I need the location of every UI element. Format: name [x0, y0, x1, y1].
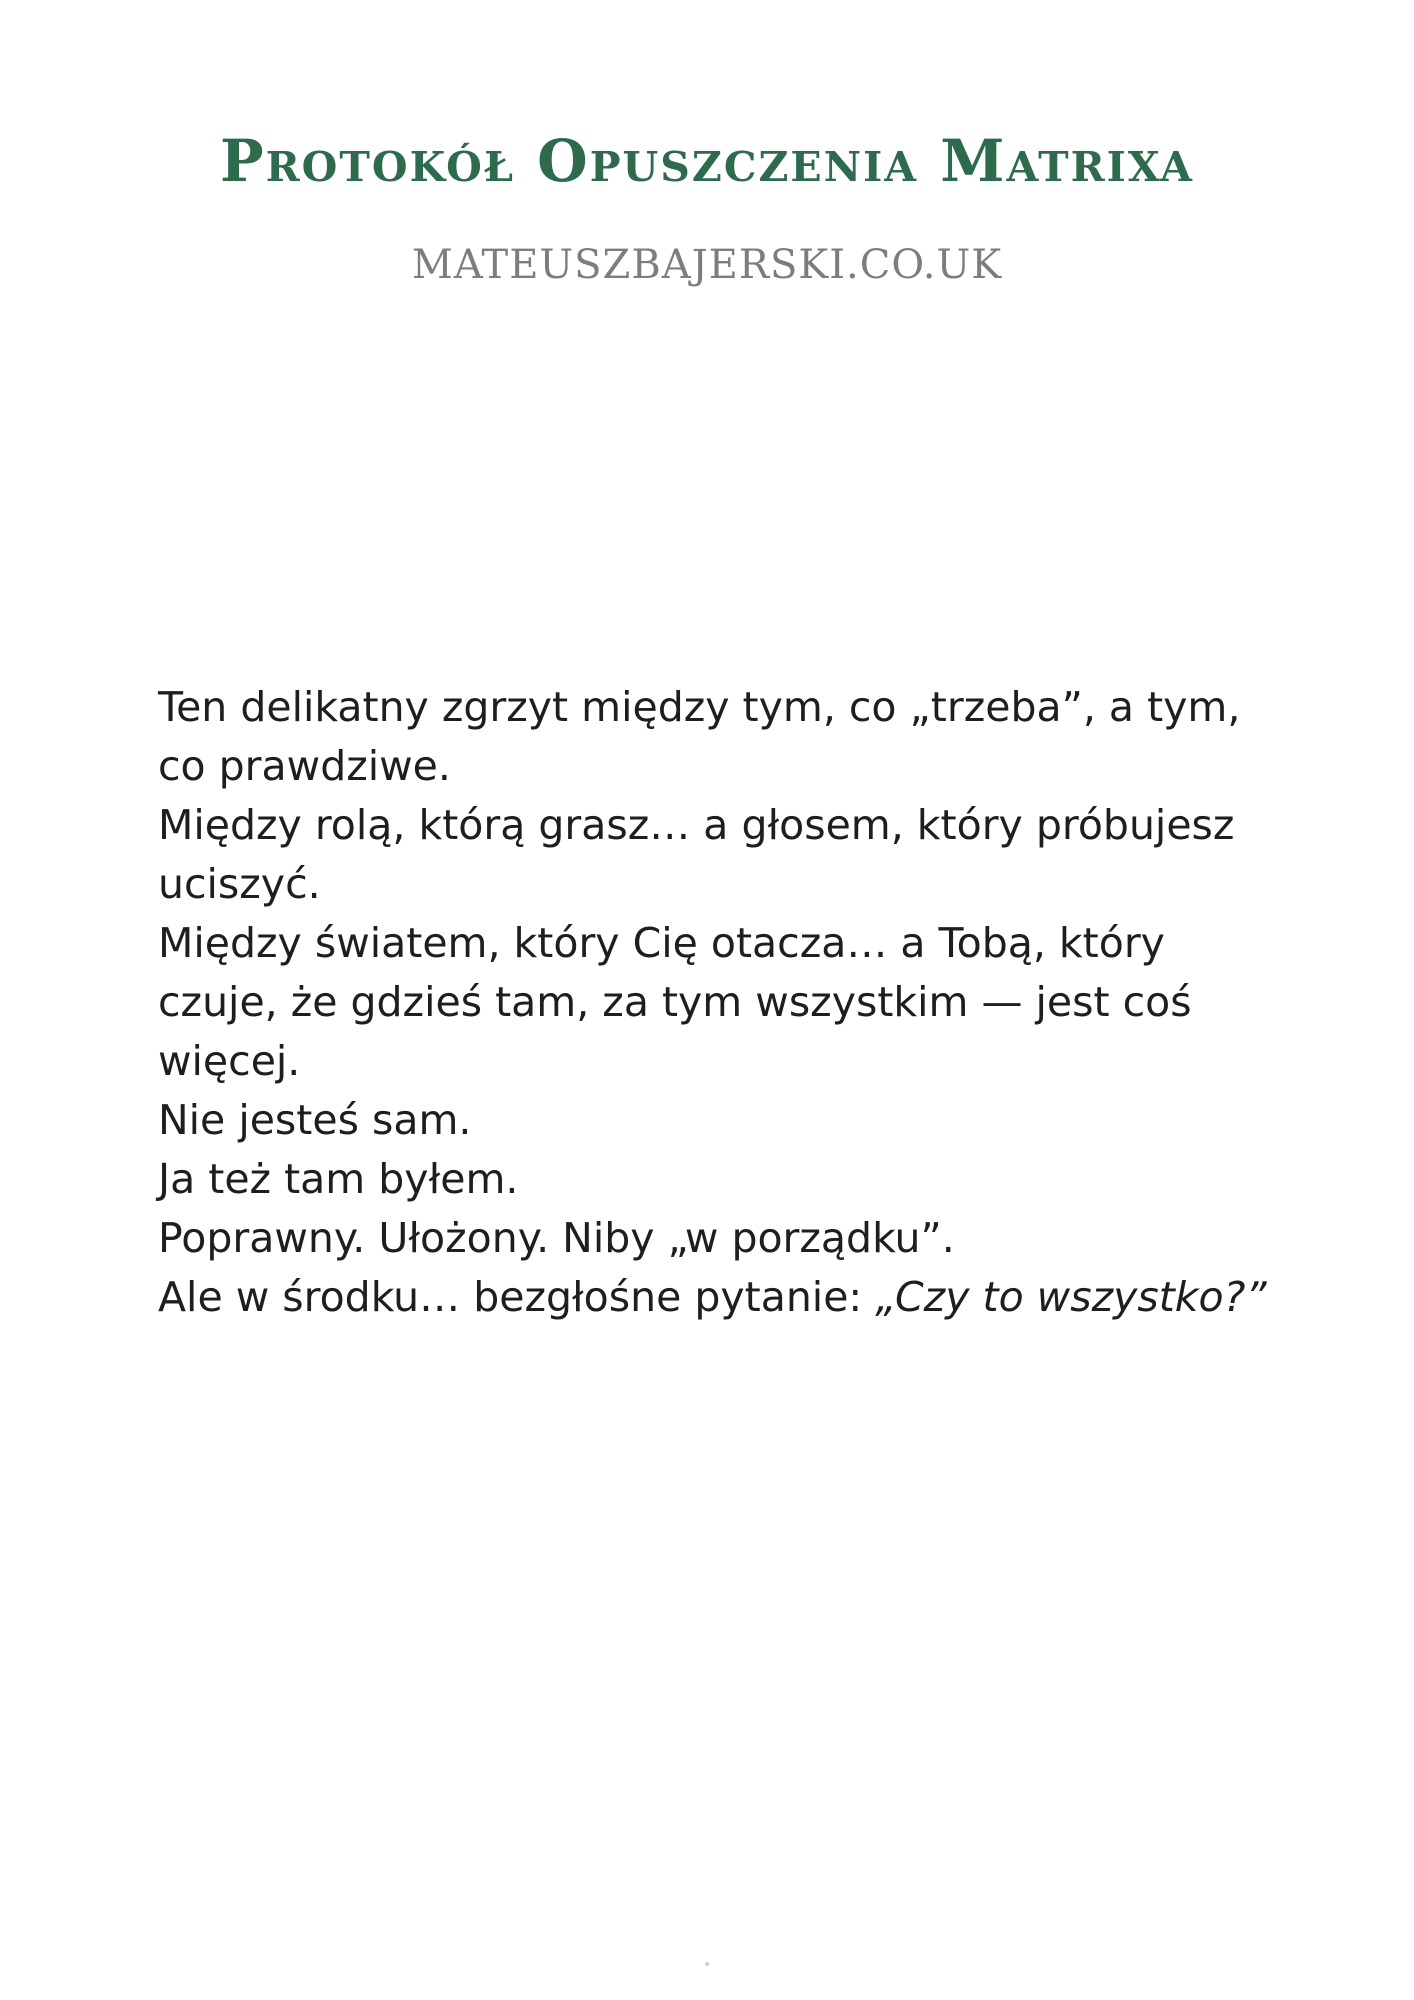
paragraph: Nie jesteś sam. [158, 1096, 472, 1144]
paragraph: Między światem, który Cię otacza… a Tobą, który czuje, że gdzieś tam, za tym wszystkim — jest coś więcej. [158, 919, 1192, 1085]
body-text [158, 678, 1268, 1327]
paragraph: Poprawny. Ułożony. Niby „w porządku”. [158, 1214, 955, 1262]
question-quote: „Czy to wszystko?” [875, 1273, 1267, 1321]
site-url: MATEUSZBAJERSKI.CO.UK [411, 242, 1003, 288]
paragraph [158, 1268, 1268, 1327]
paragraph-text: Ale w środku… bezgłośne pytanie: [158, 1273, 876, 1321]
footer-mark: • [702, 1957, 712, 1973]
page-title: Protokół Opuszczenia Matrixa [220, 127, 1194, 195]
paragraph: Między rolą, którą grasz… a głosem, który próbujesz uciszyć. [158, 801, 1235, 908]
paragraph: Ja też tam byłem. [158, 1155, 519, 1203]
paragraph: Ten delikatny zgrzyt między tym, co „trzeba”, a tym, co prawdziwe. [158, 683, 1241, 790]
